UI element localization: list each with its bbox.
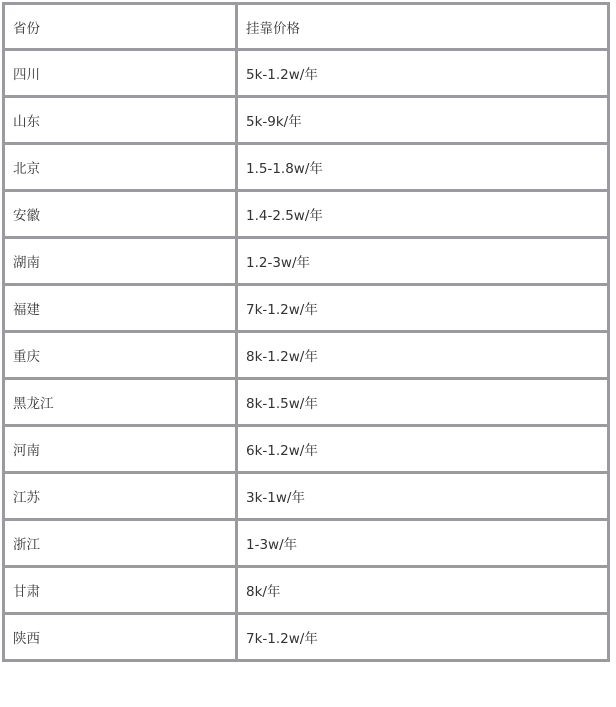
table-row bbox=[4, 144, 609, 191]
table-row bbox=[4, 379, 609, 426]
province-cell: 重庆 bbox=[4, 332, 237, 379]
province-cell: 山东 bbox=[4, 97, 237, 144]
table-row bbox=[4, 426, 609, 473]
province-cell: 安徽 bbox=[4, 191, 237, 238]
price-cell: 8k/年 bbox=[237, 567, 609, 614]
province-cell: 江苏 bbox=[4, 473, 237, 520]
price-cell: 1.5-1.8w/年 bbox=[237, 144, 609, 191]
table-row bbox=[4, 520, 609, 567]
price-cell: 7k-1.2w/年 bbox=[237, 285, 609, 332]
province-cell: 福建 bbox=[4, 285, 237, 332]
price-cell: 1-3w/年 bbox=[237, 520, 609, 567]
table-row bbox=[4, 97, 609, 144]
price-cell: 8k-1.2w/年 bbox=[237, 332, 609, 379]
province-cell: 浙江 bbox=[4, 520, 237, 567]
province-cell: 湖南 bbox=[4, 238, 237, 285]
province-cell: 甘肃 bbox=[4, 567, 237, 614]
table-row bbox=[4, 332, 609, 379]
price-cell: 1.4-2.5w/年 bbox=[237, 191, 609, 238]
table-row bbox=[4, 191, 609, 238]
province-cell: 四川 bbox=[4, 50, 237, 97]
province-cell: 河南 bbox=[4, 426, 237, 473]
price-cell: 3k-1w/年 bbox=[237, 473, 609, 520]
price-cell: 8k-1.5w/年 bbox=[237, 379, 609, 426]
price-cell: 1.2-3w/年 bbox=[237, 238, 609, 285]
table-row bbox=[4, 567, 609, 614]
header-province: 省份 bbox=[4, 4, 237, 50]
table-row bbox=[4, 50, 609, 97]
price-table-container bbox=[2, 2, 607, 662]
table-row bbox=[4, 238, 609, 285]
province-cell: 陕西 bbox=[4, 614, 237, 661]
province-cell: 黑龙江 bbox=[4, 379, 237, 426]
table-row bbox=[4, 614, 609, 661]
price-cell: 5k-9k/年 bbox=[237, 97, 609, 144]
table-row bbox=[4, 473, 609, 520]
price-table bbox=[2, 2, 610, 662]
price-cell: 5k-1.2w/年 bbox=[237, 50, 609, 97]
table-row bbox=[4, 285, 609, 332]
price-cell: 6k-1.2w/年 bbox=[237, 426, 609, 473]
table-header-row bbox=[4, 4, 609, 50]
province-cell: 北京 bbox=[4, 144, 237, 191]
price-cell: 7k-1.2w/年 bbox=[237, 614, 609, 661]
header-price: 挂靠价格 bbox=[237, 4, 609, 50]
